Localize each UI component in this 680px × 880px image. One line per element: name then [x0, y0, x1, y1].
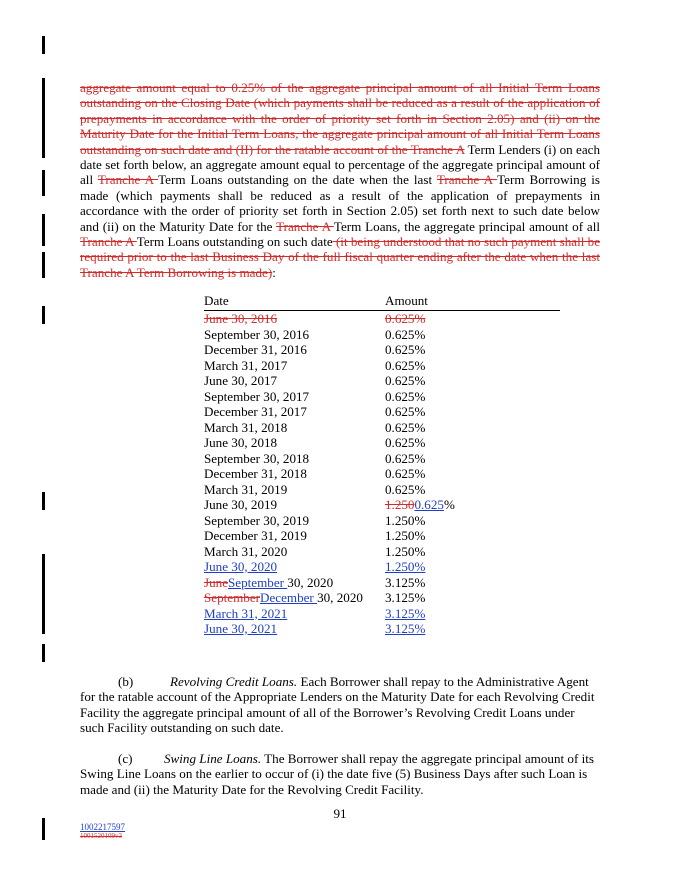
inserted-month: December: [260, 590, 318, 605]
row-date: [204, 590, 385, 606]
row-amount: 0.625%: [385, 404, 426, 419]
deleted-text: Tranche A: [97, 172, 159, 188]
row-amount: 0.625%: [385, 450, 426, 466]
row-amount: 0.625%: [385, 342, 426, 357]
row-amount: [385, 497, 455, 513]
table-row: [204, 528, 560, 544]
deleted-amount: 1.250: [385, 497, 415, 512]
paragraph-body: The Borrower shall repay the aggregate principal amount of its Swing Line Loans on the earlier to occur of (i) the date five (5) Business Days after such Loan is made and (ii) the Maturity Date for the Revolving Credit Facility.: [80, 751, 594, 797]
row-date: [204, 575, 385, 591]
row-amount: 0.625%: [385, 357, 426, 373]
date-rest: 30, 2020: [317, 590, 363, 605]
header-amount: Amount: [385, 293, 428, 308]
paragraph-title: Swing Line Loans.: [164, 751, 262, 766]
paragraph-text: Term Loans outstanding on such date: [136, 234, 333, 250]
row-amount: 3.125%: [385, 605, 426, 621]
row-date: December 31, 2018: [204, 466, 307, 481]
row-amount: 1.250%: [385, 512, 426, 528]
paragraph-text: Term Loans, the aggregate principal amount of all: [333, 218, 600, 234]
table-row-revised: [204, 497, 560, 513]
paragraph-a: [80, 80, 600, 280]
amortization-table: [204, 294, 560, 637]
row-amount: 3.125%: [385, 590, 426, 605]
paragraph-text: Term Lenders (i) on each date set forth below, an aggregate amount equal to percentage of the aggregate principal amount of all: [80, 141, 601, 188]
table-row-revised: [204, 590, 560, 606]
row-amount: 1.250%: [385, 543, 426, 559]
row-amount: 0.625%: [385, 311, 426, 326]
change-bar: [42, 644, 45, 662]
row-date: December 31, 2017: [204, 404, 307, 419]
deleted-text: Tranche A: [436, 172, 498, 188]
table-row: [204, 342, 560, 358]
table-row: [204, 451, 560, 467]
paragraph-label: (b): [118, 674, 134, 689]
row-date: June 30, 2016: [204, 311, 278, 326]
paragraph-text: Term Loans outstanding on the date when the last: [158, 172, 437, 188]
table-row-inserted: [204, 559, 560, 575]
change-bar: [42, 306, 45, 324]
deleted-text: (it being understood that no such payment shall be required prior to the last Business Day of the full fiscal quarter ending after the date when the last Tranche A Term Borrowing is made): [80, 234, 601, 280]
table-row: [204, 544, 560, 560]
document-id: [80, 822, 125, 840]
table-row: [204, 466, 560, 482]
deleted-month: September: [204, 590, 260, 605]
row-date: March 31, 2021: [204, 605, 288, 621]
row-date: March 31, 2020: [204, 543, 288, 559]
table-row: [204, 327, 560, 343]
table-row: [204, 420, 560, 436]
deleted-text: aggregate amount equal to 0.25% of the aggregate principal amount of all Initial Term Loans outstanding on the Closing Date (which payments shall be reduced as a result of the application of prepayments in accordance with the order of priority set forth in Section 2.05) and (ii) on the Maturity Date for the Initial Term Loans, the aggregate principal amount of all Initial Term Loans outstanding on such date and (II) for the ratable account of the Tranche A: [80, 80, 600, 157]
row-date: June 30, 2019: [204, 497, 278, 512]
row-amount: 1.250%: [385, 559, 426, 574]
table-header: [204, 294, 560, 311]
change-bar: [42, 492, 45, 510]
document-id-inserted: 1002217597: [80, 822, 125, 832]
inserted-month: September: [228, 574, 288, 590]
paragraph-c: [80, 751, 600, 797]
paragraph-body: Each Borrower shall repay to the Administrative Agent for the ratable account of the Appropriate Lenders on the Maturity Date for each Revolving Credit Facility the aggregate principal amount of all of the Borrower’s Revolving Credit Loans under such Facility outstanding on such date.: [80, 674, 595, 736]
row-date: September 30, 2018: [204, 450, 310, 466]
change-bar: [42, 554, 45, 634]
row-amount: 0.625%: [385, 481, 426, 497]
row-date: June 30, 2018: [204, 435, 278, 450]
paragraph-label: (c): [118, 751, 133, 766]
table-row-revised: [204, 575, 560, 591]
row-amount: 0.625%: [385, 466, 426, 481]
date-rest: 30, 2020: [287, 574, 334, 590]
row-amount: 0.625%: [385, 388, 426, 404]
table-row: [204, 373, 560, 389]
page-number: 91: [333, 806, 347, 821]
paragraph-b: [80, 674, 600, 736]
row-amount: 3.125%: [385, 574, 426, 590]
table-row: [204, 435, 560, 451]
change-bar: [42, 78, 45, 158]
table-row: [204, 358, 560, 374]
header-date: Date: [204, 293, 229, 308]
row-amount: 0.625%: [385, 419, 426, 435]
row-date: June 30, 2020: [204, 559, 278, 574]
paragraph-text: :: [272, 264, 276, 280]
change-bar: [42, 170, 45, 196]
row-date: March 31, 2018: [204, 419, 288, 435]
row-date: June 30, 2017: [204, 373, 278, 388]
table-row-deleted: [204, 311, 560, 327]
change-bar: [42, 36, 45, 54]
row-date: September 30, 2016: [204, 326, 310, 342]
row-amount: 1.250%: [385, 528, 426, 543]
document-id-deleted: 1001520109v3: [80, 832, 122, 840]
table-row-inserted: [204, 606, 560, 622]
row-date: June 30, 2021: [204, 621, 278, 636]
row-amount: 0.625%: [385, 373, 426, 388]
row-amount: 3.125%: [385, 621, 426, 636]
row-date: March 31, 2017: [204, 357, 288, 373]
row-date: September 30, 2019: [204, 512, 310, 528]
amount-suffix: %: [443, 497, 455, 512]
paragraph-title: Revolving Credit Loans.: [170, 674, 298, 689]
table-row: [204, 513, 560, 529]
row-amount: 0.625%: [385, 435, 426, 450]
table-row: [204, 482, 560, 498]
row-date: March 31, 2019: [204, 481, 288, 497]
deleted-month: June: [204, 574, 229, 590]
table-row: [204, 389, 560, 405]
row-date: December 31, 2016: [204, 342, 307, 357]
table-row-inserted: [204, 621, 560, 637]
paragraph-text: Term Borrowing is made (which payments shall be reduced as a result of the application of prepayments in accordance with the order of priority set forth in Section 2.05) set forth next to such date below and (ii) on the Maturity Date for the: [80, 172, 600, 234]
deleted-text: Tranche A: [80, 234, 137, 250]
change-bar: [42, 214, 45, 246]
row-amount: 0.625%: [385, 326, 426, 342]
row-date: September 30, 2017: [204, 388, 310, 404]
inserted-amount: 0.625: [414, 497, 444, 512]
deleted-text: Tranche A: [276, 218, 334, 234]
change-bar: [42, 252, 45, 278]
row-date: December 31, 2019: [204, 528, 307, 543]
table-row: [204, 404, 560, 420]
